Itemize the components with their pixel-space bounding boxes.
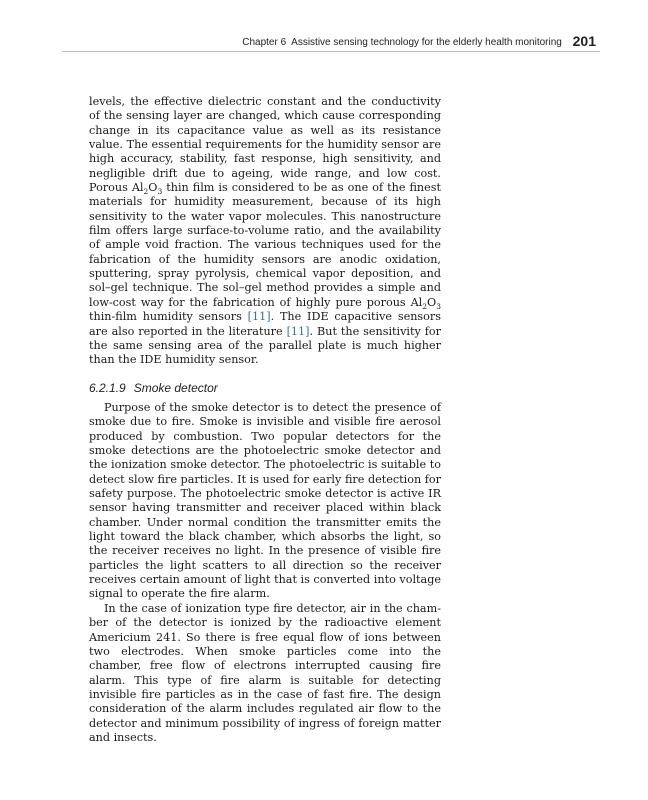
citation-link[interactable]: [11] [286,324,310,338]
paragraph-smoke-purpose: Purpose of the smoke detector is to detect the presence of smoke due to fire. Smoke is invisible and visible fire aerosol produced by combustion. Two popular detectors for the smoke detections are the photoelectric smoke detector and the ionization smoke detector. The photoelectric is suitable to detect slow fire particles. It is used for early fire detection for safety purpose. The photoelectric smoke detector is active IR sensor having transmitter and receiver placed within black chamber. Under normal condition the transmitter emits the light toward the black chamber, which absorbs the light, so the receiver receives no light. In the presence of visible fire particles the light scatters to all direction so the receiver receives certain amount of light that is converted into voltage signal to operate the fire alarm. [89,401,441,601]
body-block-2 [89,401,441,745]
header-divider [62,51,600,52]
citation-link[interactable]: [11] [247,310,271,324]
chapter-label: Chapter 6 [242,37,287,48]
running-header [0,33,596,49]
section-title: Smoke detector [133,381,218,395]
page-number: 201 [572,33,596,49]
section-number: 6.2.1.9 [89,381,126,395]
chapter-title: Assistive sensing technology for the elderly health monitoring [291,37,562,48]
body-block-1 [89,95,441,368]
section-heading [89,381,218,395]
paragraph-humidity: levels, the effective dielectric constant and the conductivity of the sensing layer are changed, which cause corresponding change in its capacitance value as well as its resistance value. The essential requirements for the humidity sensor are high accuracy, stability, fast response, high sensitivity, and negligible drift due to ageing, wide range, and low cost. Porous $Al_2O_3$ thin film is considered to be as one of the finest materials for humidity measurement, because of its high sensitivity to the water vapor molecules. This nanostructure film offers large surface-to-volume ratio, and the availability of ample void fraction. The various techniques used for the fabrication of the humidity sensors are anodic oxidation, sputtering, spray pyrolysis, chemical vapor deposition, and sol–gel technique. The sol–gel method provides a simple and low-cost way for the fabrication of highly pure porous $Al_2O_3$ thin-film humidity sensors [11]. The IDE capacitive sensors are also reported in the literature [11]. But the sensitivity for the same sensing area of the parallel plate is much higher than the IDE humidity sensor. [89,95,441,367]
paragraph-ionization: In the case of ionization type fire detector, air in the chamber of the detector is ionized by the radioactive element Americium 241. So there is free equal flow of ions between two electrodes. When smoke particles come into the chamber, free flow of electrons interrupted causing fire alarm. This type of fire alarm is suitable for detecting invisible fire particles as in the case of fast fire. The design consideration of the alarm includes regulated air flow to the detector and minimum possibility of ingress of foreign matter and insects. [89,601,441,744]
